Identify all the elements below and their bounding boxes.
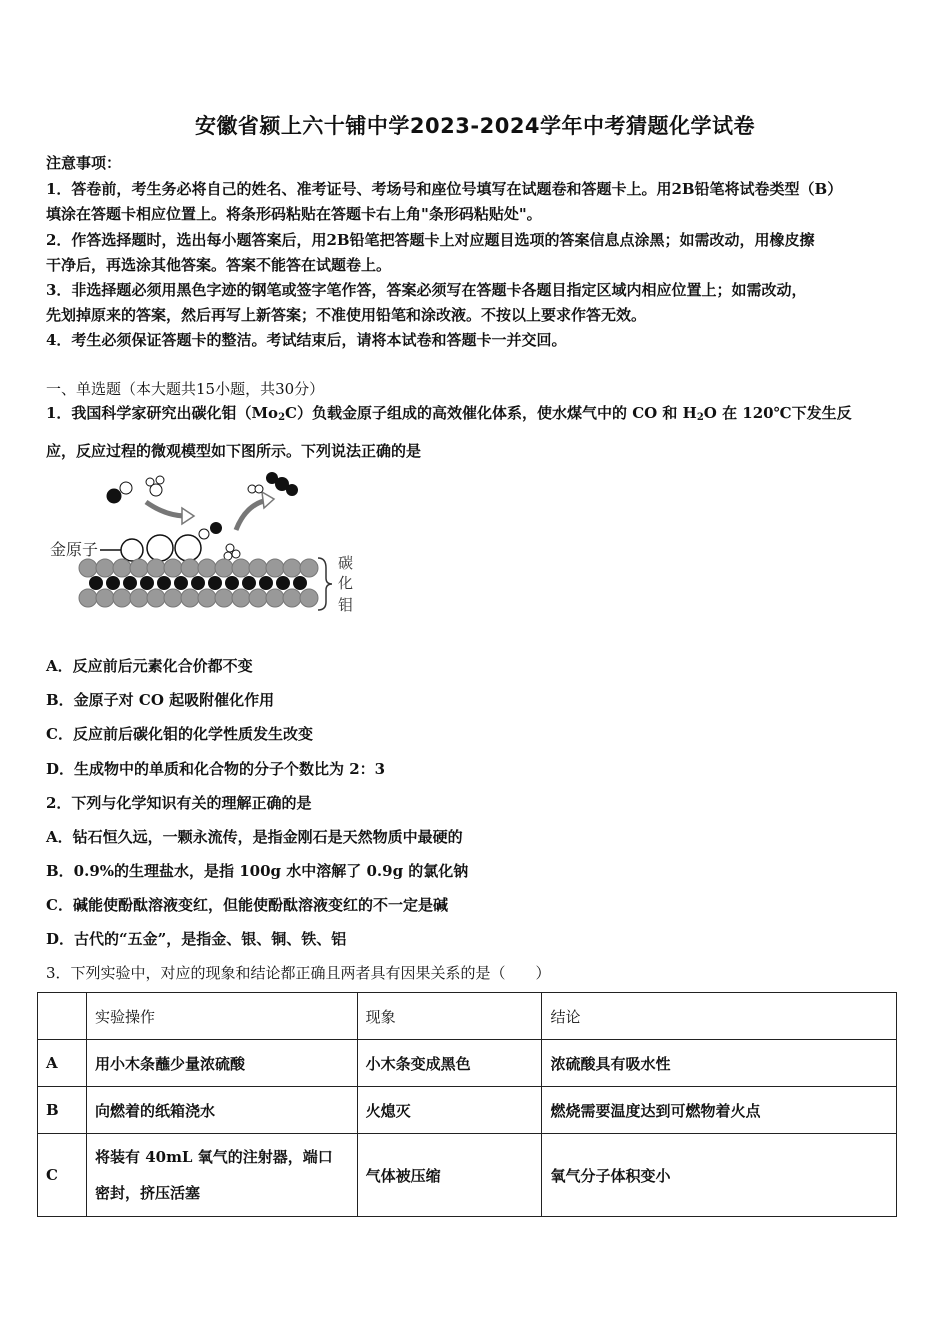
- q2-option-d: D．古代的“五金”，是指金、银、铜、铁、铝: [46, 930, 347, 948]
- notice-line: 4．考生必须保证答题卡的整洁。考试结束后，请将本试卷和答题卡一并交回。: [46, 331, 567, 349]
- brace-icon: [318, 558, 332, 610]
- row-label: C: [38, 1134, 87, 1217]
- operation-cell: 向燃着的纸箱浇水: [86, 1087, 357, 1134]
- q1-option-c: C．反应前后碳化钼的化学性质发生改变: [46, 725, 313, 743]
- page-title: 安徽省颍上六十铺中学2023-2024学年中考猜题化学试卷: [194, 114, 756, 138]
- q1-option-b: B．金原子对 CO 起吸附催化作用: [46, 691, 275, 709]
- section-heading: 一、单选题（本大题共15小题，共30分）: [46, 380, 325, 398]
- co-molecule-icon: [107, 482, 132, 503]
- table-row: [38, 1134, 897, 1217]
- notice-line: 3．非选择题必须用黑色字迹的钢笔或签字笔作答，答案必须写在答题卡各题目指定区域内相应位置上；如需改动，: [46, 281, 807, 299]
- reaction-model-svg: [46, 468, 376, 628]
- notice-line: 1．答卷前，考生务必将自己的姓名、准考证号、考场号和座位号填写在试题卷和答题卡上。用2B铅笔将试卷类型（B）: [46, 180, 843, 198]
- phenomenon-cell: 火熄灭: [357, 1087, 542, 1134]
- header-cell: 现象: [357, 993, 542, 1040]
- row-label: A: [38, 1040, 87, 1087]
- support-label: 碳: [338, 554, 354, 572]
- table-row: [38, 1040, 897, 1087]
- h2-molecule-icon: [248, 485, 263, 493]
- q1-stem-line2: 应，反应过程的微观模型如下图所示。下列说法正确的是: [46, 442, 422, 460]
- q3-stem: 3．下列实验中，对应的现象和结论都正确且两者具有因果关系的是（ ）: [46, 964, 551, 982]
- h2o-molecule-icon: [146, 476, 164, 496]
- phenomenon-cell: 小木条变成黑色: [357, 1040, 542, 1087]
- q2-stem: 2．下列与化学知识有关的理解正确的是: [46, 794, 312, 812]
- notice-line: 2．作答选择题时，选出每小题答案后，用2B铅笔把答题卡上对应题目选项的答案信息点涂黑；如需改动，用橡皮擦: [46, 231, 815, 249]
- operation-cell: 将装有 40mL 氧气的注射器，端口 密封，挤压活塞: [86, 1134, 357, 1217]
- table-row: [38, 1087, 897, 1134]
- notice-heading: 注意事项：: [46, 154, 122, 172]
- notice-line: 填涂在答题卡相应位置上。将条形码粘贴在答题卡右上角"条形码粘贴处"。: [46, 205, 542, 223]
- row-label: B: [38, 1087, 87, 1134]
- arrow-in-icon: [146, 502, 186, 516]
- q2-option-c: C．碱能使酚酞溶液变红，但能使酚酞溶液变红的不一定是碱: [46, 896, 448, 914]
- header-cell: 结论: [542, 993, 897, 1040]
- conclusion-cell: 氧气分子体积变小: [542, 1134, 897, 1217]
- conclusion-cell: 浓硫酸具有吸水性: [542, 1040, 897, 1087]
- gold-atom-label: 金原子: [50, 540, 99, 559]
- reaction-model-figure: [46, 468, 376, 632]
- co2-molecule-icon: [266, 472, 298, 496]
- header-cell: [38, 993, 87, 1040]
- q1-option-d: D．生成物中的单质和化合物的分子个数比为 2：3: [46, 760, 386, 778]
- experiment-table: [37, 992, 897, 1217]
- notice-line: 先划掉原来的答案，然后再写上新答案；不准使用铅笔和涂改液。不按以上要求作答无效。: [46, 306, 647, 324]
- q1-stem-line1: 1．我国科学家研究出碳化钼$(Mo_2C)$负载金原子组成的高效催化体系，使水煤气中的 CO 和 $H_2O$ 在 120℃下发生反: [46, 404, 852, 423]
- table-header-row: [38, 993, 897, 1040]
- q1-option-a: A．反应前后元素化合价都不变: [46, 657, 253, 675]
- header-cell: 实验操作: [86, 993, 357, 1040]
- conclusion-cell: 燃烧需要温度达到可燃物着火点: [542, 1087, 897, 1134]
- operation-cell: 用小木条蘸少量浓硫酸: [86, 1040, 357, 1087]
- phenomenon-cell: 气体被压缩: [357, 1134, 542, 1217]
- support-label: 钼: [338, 596, 354, 614]
- support-label: 化: [338, 574, 354, 592]
- q2-option-b: B．0.9%的生理盐水，是指 100g 水中溶解了 0.9g 的氯化钠: [46, 862, 469, 880]
- notice-line: 干净后，再选涂其他答案。答案不能答在试题卷上。: [46, 256, 392, 274]
- q2-option-a: A．钻石恒久远，一颗永流传，是指金刚石是天然物质中最硬的: [46, 828, 463, 846]
